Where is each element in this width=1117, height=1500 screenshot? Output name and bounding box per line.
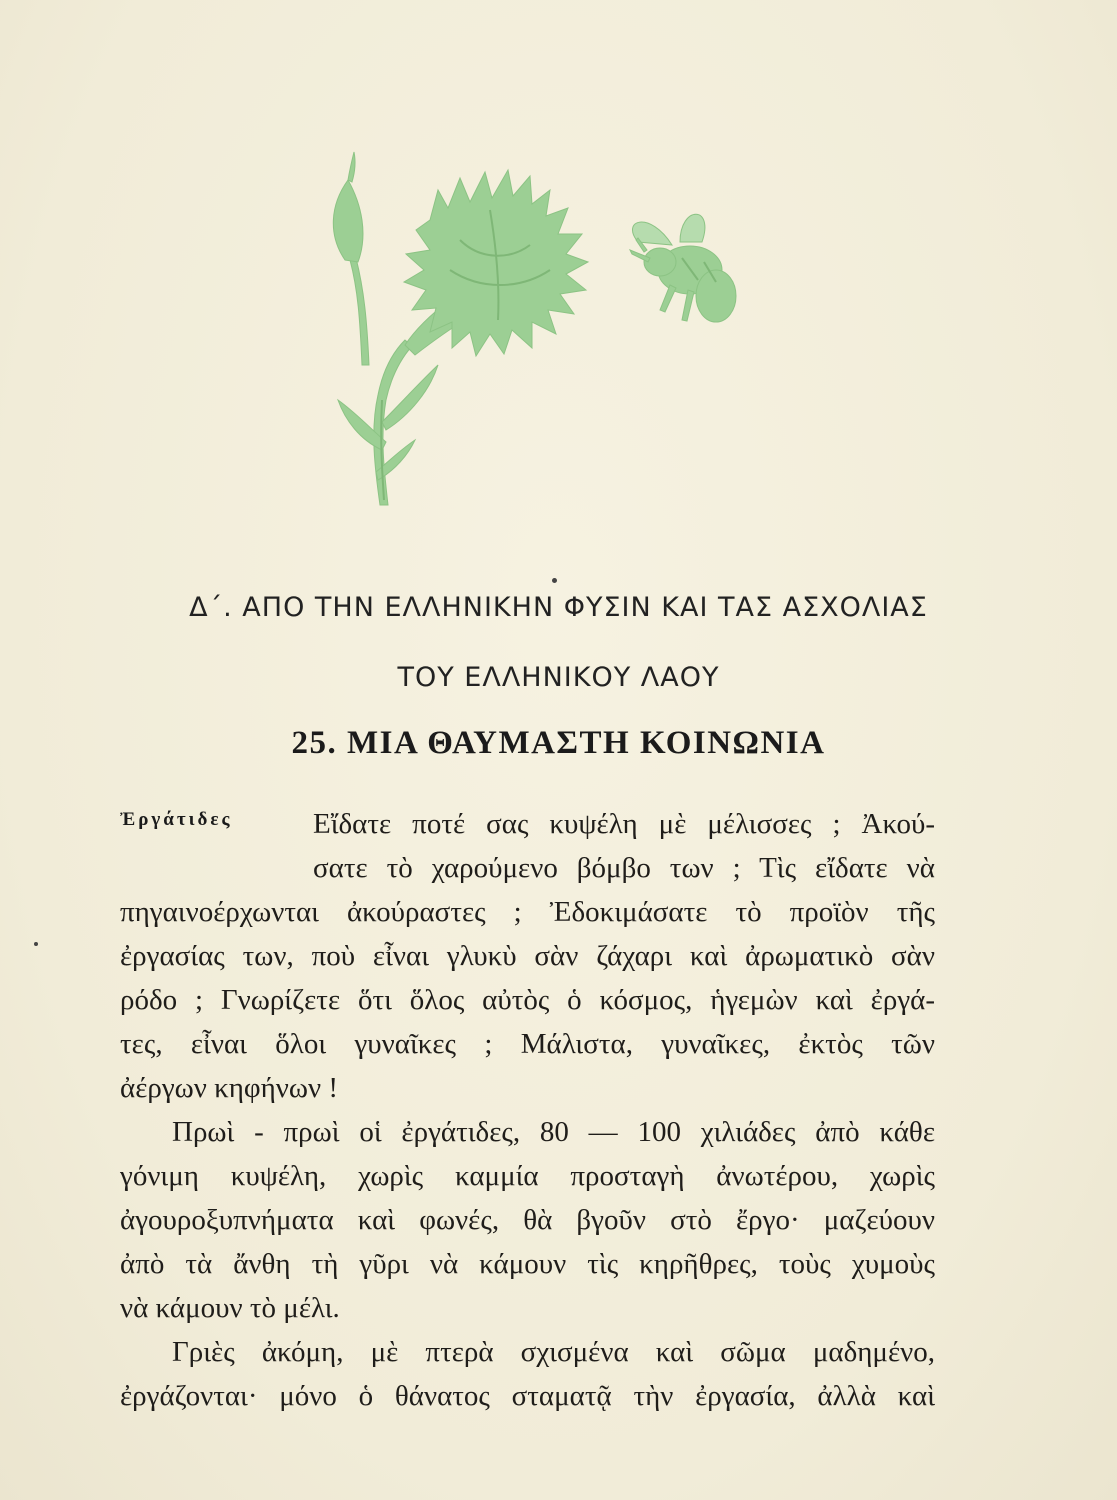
paragraph-3 [120,1330,935,1430]
section-heading-line2: ΤΟΥ ΕΛΛΗΝΙΚΟΥ ΛΑΟΥ [397,662,720,693]
margin-dot [34,942,38,946]
text-line: ἀγουροξυπνήματα καὶ φωνές, θὰ βγοῦν στὸ ἔργο· μαζεύουν [120,1204,935,1236]
text-line: νὰ κάμουν τὸ μέλι. [120,1292,340,1324]
text-line: ἀπὸ τὰ ἄνθη τὴ γῦρι νὰ κάμουν τὶς κηρῆθρες, τοὺς χυμοὺς [120,1248,935,1280]
chapter-title: 25. ΜΙΑ ΘΑΥΜΑΣΤΗ ΚΟΙΝΩΝΙΑ [291,725,826,761]
text-line: Γριὲς ἀκόμη, μὲ πτερὰ σχισμένα καὶ σῶμα μαδημένο, [172,1336,935,1368]
text-line: Εἴδατε ποτέ σας κυψέλη μὲ μέλισσες ; Ἀκού- [313,808,935,840]
carnation-bee-illustration [320,150,750,520]
text-line: ἐργασίας των, ποὺ εἶναι γλυκὺ σὰν ζάχαρι καὶ ἀρωματικὸ σὰν [120,940,935,972]
text-line: ἐργάζονται· μόνο ὁ θάνατος σταματᾷ τὴν ἐργασία, ἀλλὰ καὶ [120,1380,935,1412]
text-line: σατε τὸ χαρούμενο βόμβο των ; Τὶς εἴδατε νὰ [313,852,935,884]
text-line: ρόδο ; Γνωρίζετε ὅτι ὅλος αὐτὸς ὁ κόσμος, ἡγεμὼν καὶ ἐργά- [120,984,935,1016]
text-line: ἀέργων κηφήνων ! [120,1072,339,1104]
paragraph-1 [120,802,935,1122]
section-heading-line1: Δ΄. ΑΠΟ ΤΗΝ ΕΛΛΗΝΙΚΗΝ ΦΥΣΙΝ ΚΑΙ ΤΑΣ ΑΣΧΟΛΙΑΣ [189,592,928,623]
text-line: τες, εἶναι ὅλοι γυναῖκες ; Μάλιστα, γυναῖκες, ἐκτὸς τῶν [120,1028,935,1060]
paragraph-2 [120,1110,935,1340]
text-line: πηγαινοέρχωνται ἀκούραστες ; Ἐδοκιμάσατε τὸ προϊὸν τῆς [120,896,935,928]
text-line: γόνιμη κυψέλη, χωρὶς καμμία προσταγὴ ἀνωτέρου, χωρὶς [120,1160,935,1192]
ornament-dot [552,578,557,583]
side-label: Ἐργάτιδες [120,809,233,830]
text-line: Πρωὶ - πρωὶ οἱ ἐργάτιδες, 80 — 100 χιλιάδες ἀπὸ κάθε [172,1116,935,1148]
